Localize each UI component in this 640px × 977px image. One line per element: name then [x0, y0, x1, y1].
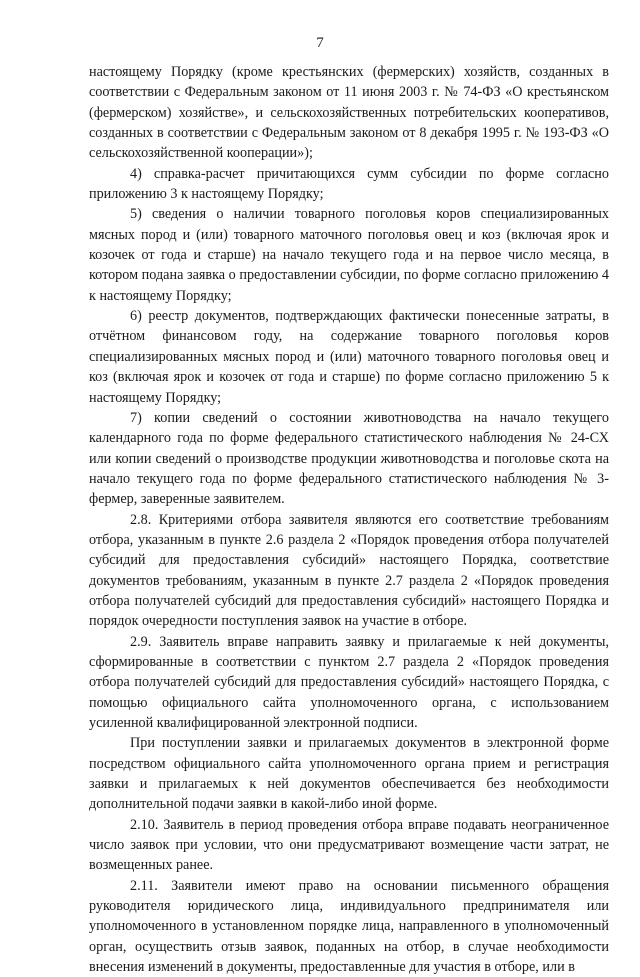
paragraph-1: настоящему Порядку (кроме крестьянских (фермерских) хозяйств, созданных в соответствии с Федеральным законом от 11 июня 2003 г. № 74-ФЗ «О крестьянском (фермерском) хозяйстве», и сельскохозяйственных потребительских кооперативов, созданных в соответствии с Федеральным законом от 8 декабря 1995 г. № 193-ФЗ «О сельскохозяйственной кооперации»); — [89, 64, 609, 162]
paragraph-item-5: 5) сведения о наличии товарного поголовья коров специализированных мясных пород и (или) товарного маточного поголовья овец и коз (включая ярок и козочек от года и старше) на начало текущего года и на первое число месяца, в котором подана заявка о предоставлении субсидии, по форме согласно приложению 4 к настоящему Порядку; — [89, 206, 609, 304]
paragraph-2-9: 2.9. Заявитель вправе направить заявку и прилагаемые к ней документы, сформированные в соответствии с пунктом 2.7 раздела 2 «Порядок проведения отбора получателей субсидий для предоставления субсидий» настоящего Порядка, с помощью официального сайта уполномоченного органа, с использованием усиленной квалифицированной электронной подписи. — [89, 633, 609, 731]
paragraph-2-10: 2.10. Заявитель в период проведения отбора вправе подавать неограниченное число заявок при условии, что они предусматривают возмещение части затрат, не возмещенных ранее. — [89, 816, 609, 874]
paragraph-item-4: 4) справка-расчет причитающихся сумм субсидии по форме согласно приложению 3 к настоящему Порядку; — [89, 165, 609, 203]
paragraph-item-6: 6) реестр документов, подтверждающих фактически понесенные затраты, в отчётном финансовом году, на содержание товарного поголовья коров специализированных мясных пород и (или) маточного товарного поголовья овец и коз (включая ярок и козочек от года и старше) по форме согласно приложению 5 к настоящему Порядку; — [89, 308, 609, 406]
paragraph-item-7: 7) копии сведений о состоянии животноводства на начало текущего календарного года по форме федерального статистического наблюдения № 24-СХ или копии сведений о производстве продукции животноводства и поголовье скота на начало текущего года по форме федерального статистического наблюдения № 3-фермер, заверенные заявителем. — [89, 409, 609, 508]
paragraph-2-11: 2.11. Заявители имеют право на основании письменного обращения руководителя юридического лица, индивидуального предпринимателя или уполномоченного в установленном порядке лица, направленного в уполномоченный орган, осуществить отзыв заявок, поданных на отбор, в случае необходимости внесения изменений в документы, предоставленные для участия в отборе, или в — [89, 877, 609, 976]
document-body — [89, 62, 609, 977]
page-number: 7 — [316, 35, 324, 51]
paragraph-electronic-submission: При поступлении заявки и прилагаемых документов в электронной форме посредством официального сайта уполномоченного органа прием и регистрация заявки и прилагаемых к ней документов обеспечивается без необходимости дополнительной подачи заявки в какой-либо иной форме. — [89, 735, 609, 813]
paragraph-2-8: 2.8. Критериями отбора заявителя являются его соответствие требованиям отбора, указанным в пункте 2.6 раздела 2 «Порядок проведения отбора получателей субсидий для предоставления субсидий» настоящего Порядка, соответствие документов требованиям, указанным в пункте 2.7 раздела 2 «Порядок проведения отбора получателей субсидий для предоставления субсидий» настоящего Порядка и порядок очередности поступления заявок на участие в отборе. — [89, 511, 609, 630]
